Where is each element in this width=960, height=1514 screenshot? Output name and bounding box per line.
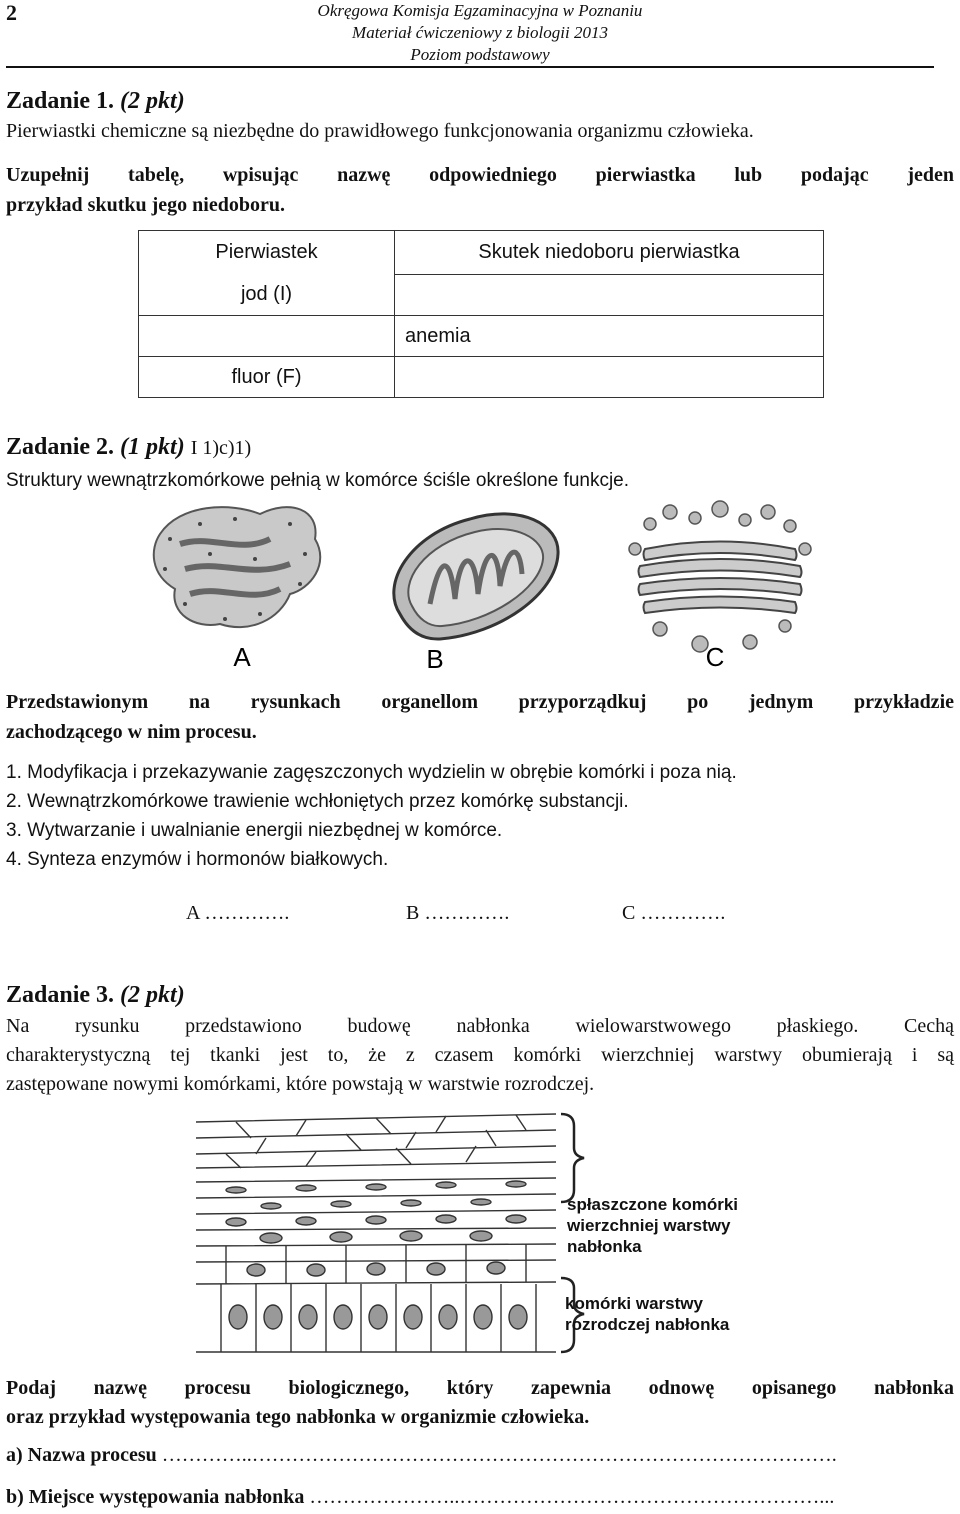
task3-title: Zadanie 3. bbox=[6, 982, 115, 1008]
header-line-3: Poziom podstawowy bbox=[410, 45, 550, 64]
answer-location-row bbox=[6, 1486, 834, 1509]
task2-option-4: 4. Synteza enzymów i hormonów białkowych. bbox=[6, 849, 389, 870]
table-cell-element-2[interactable] bbox=[139, 316, 395, 357]
task2-code: I 1)c)1) bbox=[190, 437, 252, 459]
task1-instruction-line1: Uzupełnij tabelę, wpisując nazwę odpowiedniego pierwiastka lub podając jeden bbox=[6, 164, 954, 186]
task3-heading bbox=[6, 982, 185, 1009]
answer-process-row bbox=[6, 1444, 837, 1467]
table-cell-effect-1[interactable] bbox=[395, 275, 824, 316]
task1-title: Zadanie 1. bbox=[6, 88, 115, 114]
task1-points: (2 pkt) bbox=[120, 88, 185, 114]
task3-text-line2: charakterystyczną tej tkanki jest to, że z czasem komórki wierzchniej warstwy obumierają i są bbox=[6, 1044, 954, 1066]
task2-option-3: 3. Wytwarzanie i uwalnianie energii niezbędnej w komórce. bbox=[6, 820, 503, 841]
task2-options bbox=[6, 758, 737, 874]
figure-label-b: B bbox=[426, 644, 444, 674]
answer-process-label: a) Nazwa procesu bbox=[6, 1444, 157, 1466]
task2-points: (1 pkt) bbox=[120, 434, 185, 460]
task3-instruction-line1: Podaj nazwę procesu biologicznego, który zapewnia odnowę opisanego nabłonka bbox=[6, 1377, 954, 1399]
label-surface-cells bbox=[567, 1194, 738, 1257]
task2-option-1: 1. Modyfikacja i przekazywanie zagęszczonych wydzielin w obrębie komórki i poza nią. bbox=[6, 762, 737, 783]
task1-instruction-line2: przykład skutku jego niedoboru. bbox=[6, 194, 285, 216]
table-cell-effect-2: anemia bbox=[395, 316, 824, 357]
task2-instruction-line2: zachodzącego w nim procesu. bbox=[6, 721, 257, 743]
epithelium-illustration bbox=[196, 1114, 556, 1352]
label-surface-line3: nabłonka bbox=[567, 1237, 642, 1256]
task3-text-line3: zastępowane nowymi komórkami, które powstają w warstwie rozrodczej. bbox=[6, 1073, 595, 1095]
task3-text-line1: Na rysunku przedstawiono budowę nabłonka wielowarstwowego płaskiego. Cechą bbox=[6, 1015, 954, 1037]
figure-label-a: A bbox=[233, 642, 251, 672]
label-surface-line1: spłaszczone komórki bbox=[567, 1195, 739, 1214]
answer-a[interactable]: A …………. bbox=[186, 902, 290, 924]
header-line-2: Materiał ćwiczeniowy z biologii 2013 bbox=[352, 23, 608, 42]
endoplasmic-reticulum-illustration bbox=[154, 507, 320, 627]
answer-process-field[interactable]: …………..……………………………………………………………………………. bbox=[161, 1444, 837, 1466]
organelles-figure bbox=[140, 494, 820, 676]
task1-heading bbox=[6, 88, 185, 115]
task1-intro: Pierwiastki chemiczne są niezbędne do prawidłowego funkcjonowania organizmu człowieka. bbox=[6, 120, 754, 142]
figure-label-c: C bbox=[705, 642, 725, 672]
table-cell-element-1: jod (I) bbox=[139, 275, 395, 316]
task3-points: (2 pkt) bbox=[120, 982, 185, 1008]
golgi-apparatus-illustration bbox=[629, 501, 811, 652]
header-rule bbox=[6, 66, 934, 68]
label-basal-line1: komórki warstwy bbox=[565, 1294, 703, 1313]
answer-location-field[interactable]: …………………..………………………………………………... bbox=[309, 1486, 835, 1508]
task2-title: Zadanie 2. bbox=[6, 434, 115, 460]
task3-instruction-line2: oraz przykład występowania tego nabłonka w organizmie człowieka. bbox=[6, 1406, 590, 1428]
mitochondrion-illustration bbox=[394, 514, 558, 639]
task2-intro: Struktury wewnątrzkomórkowe pełnią w komórce ściśle określone funkcje. bbox=[6, 470, 630, 491]
answer-location-label: b) Miejsce występowania nabłonka bbox=[6, 1486, 305, 1508]
answer-b[interactable]: B …………. bbox=[406, 902, 510, 924]
label-surface-line2: wierzchniej warstwy bbox=[567, 1216, 731, 1235]
table-header-effect: Skutek niedoboru pierwiastka bbox=[395, 231, 824, 275]
table-cell-element-3: fluor (F) bbox=[139, 357, 395, 398]
table-cell-effect-3[interactable] bbox=[395, 357, 824, 398]
label-basal-line2: rozrodczej nabłonka bbox=[565, 1315, 730, 1334]
answer-c[interactable]: C …………. bbox=[622, 902, 726, 924]
task2-option-2: 2. Wewnątrzkomórkowe trawienie wchłoniętych przez komórkę substancji. bbox=[6, 791, 629, 812]
page-number: 2 bbox=[6, 0, 17, 25]
task2-heading bbox=[6, 434, 251, 461]
table-header-element: Pierwiastek bbox=[139, 231, 395, 275]
header-line-1: Okręgowa Komisja Egzaminacyjna w Poznaniu bbox=[317, 1, 643, 20]
task2-instruction-line1: Przedstawionym na rysunkach organellom przyporządkuj po jednym przykładzie bbox=[6, 691, 954, 713]
label-basal-cells bbox=[565, 1293, 729, 1335]
page-header bbox=[240, 0, 720, 66]
element-table bbox=[138, 230, 824, 398]
